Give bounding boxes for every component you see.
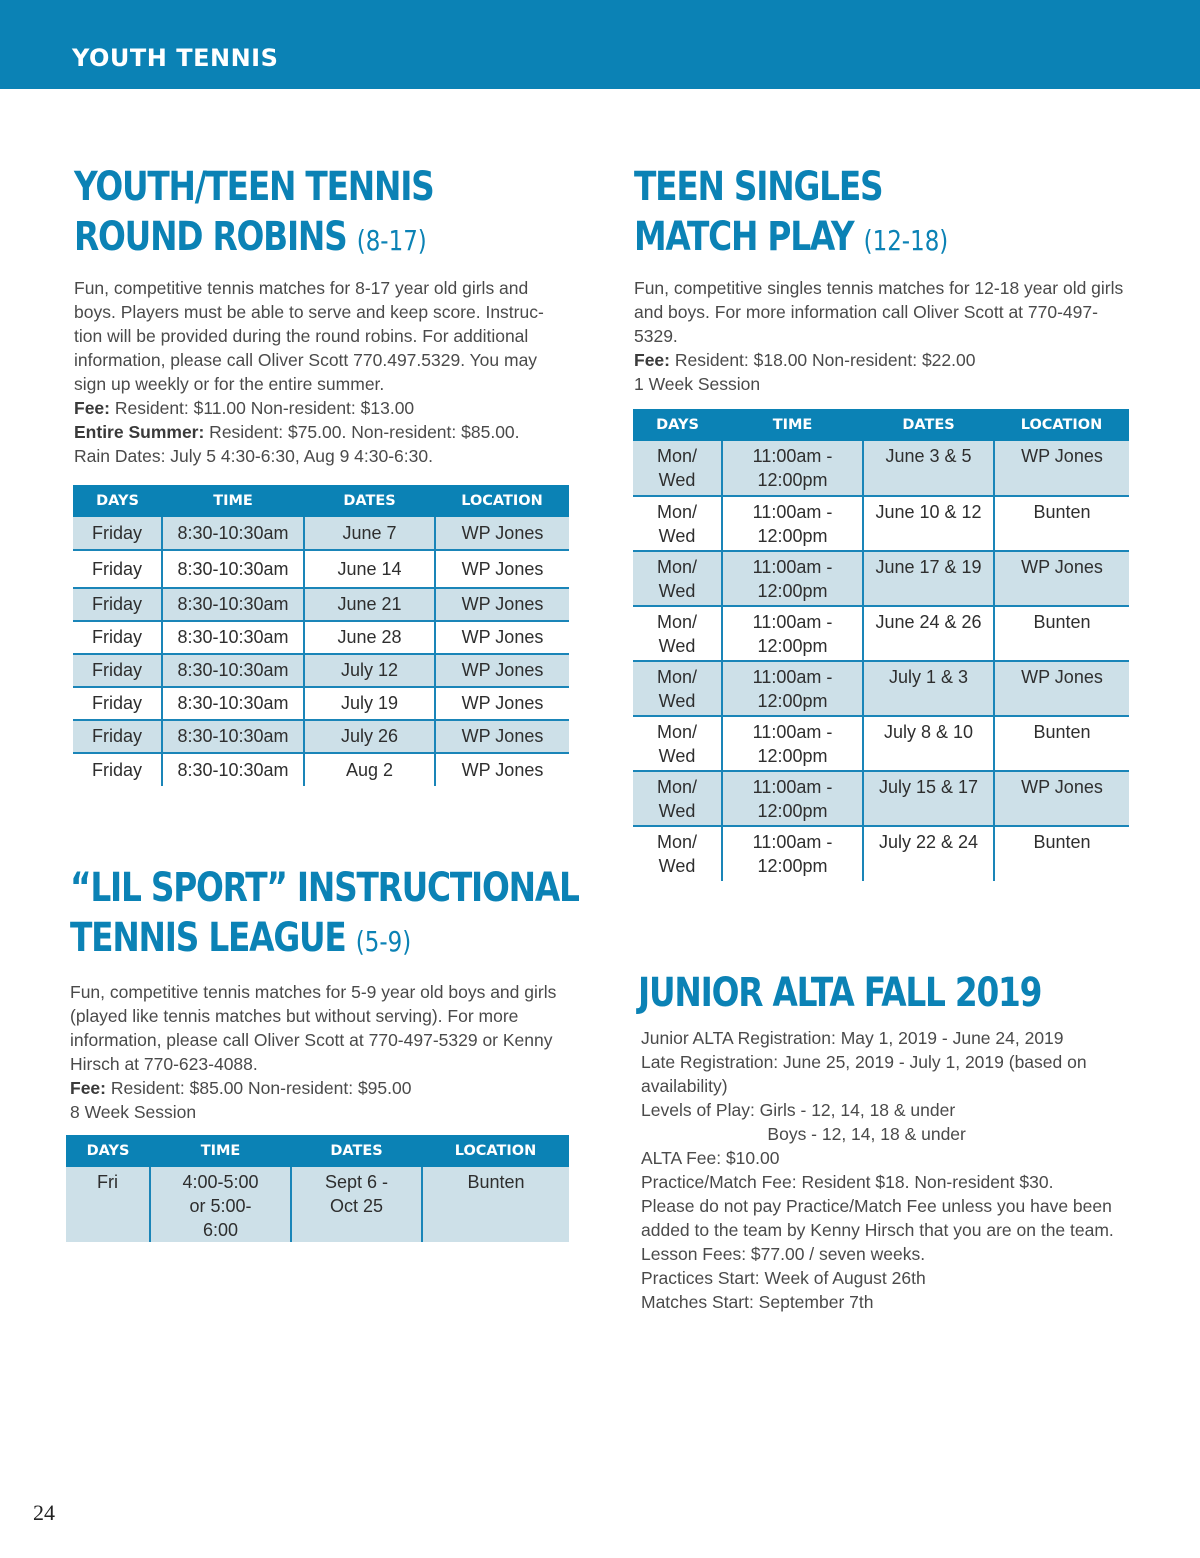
title-line-1: TEEN SINGLES — [634, 164, 883, 210]
cell-date: July 12 — [304, 654, 435, 687]
col-header-time: TIME — [722, 409, 863, 441]
teen-singles-section — [634, 162, 1134, 396]
cell-location: Bunten — [994, 496, 1129, 551]
cell-location: WP Jones — [435, 687, 569, 720]
junior-alta-line: Please do not pay Practice/Match Fee unless you have been — [641, 1196, 1112, 1216]
col-header-location: LOCATION — [994, 409, 1129, 441]
cell-day: Friday — [73, 517, 162, 550]
cell-time: 8:30-10:30am — [162, 687, 304, 720]
cell-time: 8:30-10:30am — [162, 550, 304, 588]
age-range: (8-17) — [356, 224, 427, 257]
cell-day: Mon/ Wed — [633, 606, 722, 661]
table-row — [73, 517, 569, 550]
lil-sport-description: Fun, competitive tennis matches for 5-9 year old boys and girls (played like tennis matches but without serving). For more information, please call Oliver Scott at 770-497-5329 or Kenny Hirsch at 770-623-4088. — [70, 982, 557, 1074]
table-header-row — [66, 1135, 569, 1167]
cell-day: Friday — [73, 720, 162, 753]
junior-alta-line: ALTA Fee: $10.00 — [641, 1148, 780, 1168]
col-header-days: DAYS — [66, 1135, 150, 1167]
round-robins-rain-dates: Rain Dates: July 5 4:30-6:30, Aug 9 4:30-6:30. — [74, 446, 433, 466]
cell-date: June 3 & 5 — [863, 441, 994, 496]
table-row — [633, 441, 1129, 496]
table-row — [73, 588, 569, 621]
cell-day: Mon/ Wed — [633, 551, 722, 606]
junior-alta-line: Matches Start: September 7th — [641, 1292, 874, 1312]
cell-date: June 10 & 12 — [863, 496, 994, 551]
cell-time: 8:30-10:30am — [162, 517, 304, 550]
cell-time: 8:30-10:30am — [162, 753, 304, 786]
cell-location: WP Jones — [435, 753, 569, 786]
junior-alta-line: Junior ALTA Registration: May 1, 2019 - June 24, 2019 — [641, 1028, 1064, 1048]
table-row — [73, 753, 569, 786]
cell-location: Bunten — [994, 716, 1129, 771]
table-row — [633, 771, 1129, 826]
cell-date: June 28 — [304, 621, 435, 654]
teen-singles-fee — [634, 348, 1134, 372]
cell-date: June 7 — [304, 517, 435, 550]
table-row — [73, 654, 569, 687]
teen-singles-title — [634, 162, 1044, 266]
title-line-1: “LIL SPORT” INSTRUCTIONAL — [70, 865, 579, 911]
col-header-days: DAYS — [633, 409, 722, 441]
round-robins-title — [74, 162, 476, 266]
table-row — [66, 1167, 569, 1242]
cell-time: 11:00am - 12:00pm — [722, 661, 863, 716]
cell-day: Friday — [73, 550, 162, 588]
title-line-2: MATCH PLAY — [634, 214, 854, 260]
round-robins-fee — [74, 396, 564, 420]
lil-sport-schedule-table — [66, 1135, 569, 1242]
fee-value: Resident: $85.00 Non-resident: $95.00 — [105, 1078, 412, 1098]
cell-time: 11:00am - 12:00pm — [722, 551, 863, 606]
cell-time: 11:00am - 12:00pm — [722, 771, 863, 826]
cell-day: Fri — [66, 1167, 150, 1242]
cell-time: 8:30-10:30am — [162, 621, 304, 654]
col-header-dates: DATES — [291, 1135, 422, 1167]
cell-location: WP Jones — [435, 550, 569, 588]
fee-label: Fee: — [634, 350, 670, 370]
summer-value: Resident: $75.00. Non-resident: $85.00. — [204, 422, 520, 442]
cell-date: July 26 — [304, 720, 435, 753]
lil-sport-session: 8 Week Session — [70, 1102, 197, 1122]
fee-value: Resident: $18.00 Non-resident: $22.00 — [669, 350, 976, 370]
round-robins-summer-fee — [74, 420, 564, 444]
fee-label: Fee: — [70, 1078, 106, 1098]
cell-date: June 24 & 26 — [863, 606, 994, 661]
cell-location: WP Jones — [435, 720, 569, 753]
col-header-location: LOCATION — [422, 1135, 569, 1167]
cell-day: Friday — [73, 621, 162, 654]
cell-day: Mon/ Wed — [633, 771, 722, 826]
cell-location: WP Jones — [994, 771, 1129, 826]
cell-date: July 8 & 10 — [863, 716, 994, 771]
lil-sport-fee — [70, 1076, 565, 1100]
fee-value: Resident: $11.00 Non-resident: $13.00 — [109, 398, 415, 418]
cell-time: 11:00am - 12:00pm — [722, 496, 863, 551]
cell-date: June 17 & 19 — [863, 551, 994, 606]
cell-day: Mon/ Wed — [633, 441, 722, 496]
cell-time: 8:30-10:30am — [162, 588, 304, 621]
cell-date: June 14 — [304, 550, 435, 588]
col-header-location: LOCATION — [435, 485, 569, 517]
table-row — [73, 720, 569, 753]
junior-alta-section — [638, 968, 1158, 1314]
cell-day: Mon/ Wed — [633, 661, 722, 716]
table-row — [633, 606, 1129, 661]
cell-time: 11:00am - 12:00pm — [722, 826, 863, 881]
cell-location: WP Jones — [435, 621, 569, 654]
header-title: YOUTH TENNIS — [72, 44, 279, 72]
cell-date: July 1 & 3 — [863, 661, 994, 716]
cell-date: Sept 6 - Oct 25 — [291, 1167, 422, 1242]
cell-location: Bunten — [994, 826, 1129, 881]
cell-date: June 21 — [304, 588, 435, 621]
cell-location: Bunten — [422, 1167, 569, 1242]
cell-time: 8:30-10:30am — [162, 720, 304, 753]
cell-time: 4:00-5:00 or 5:00-6:00 — [150, 1167, 291, 1242]
junior-alta-line: availability) — [641, 1076, 728, 1096]
cell-time: 11:00am - 12:00pm — [722, 606, 863, 661]
cell-date: Aug 2 — [304, 753, 435, 786]
cell-time: 11:00am - 12:00pm — [722, 716, 863, 771]
title-line-2: ROUND ROBINS — [74, 214, 347, 260]
junior-alta-line: Lesson Fees: $77.00 / seven weeks. — [641, 1244, 926, 1264]
junior-alta-line: Late Registration: June 25, 2019 - July 1, 2019 (based on — [641, 1052, 1087, 1072]
table-row — [73, 687, 569, 720]
col-header-time: TIME — [162, 485, 304, 517]
cell-location: WP Jones — [994, 441, 1129, 496]
round-robins-description: Fun, competitive tennis matches for 8-17 year old girls and boys. Players must be able to serve and keep score. Instruc-tion will be provided during the round robins. For additional information, please call Oliver Scott 770.497.5329. You may sign up weekly or for the entire summer. — [74, 278, 544, 394]
cell-day: Mon/ Wed — [633, 496, 722, 551]
cell-time: 8:30-10:30am — [162, 654, 304, 687]
junior-alta-line: Levels of Play: Girls - 12, 14, 18 & under — [641, 1100, 956, 1120]
col-header-dates: DATES — [863, 409, 994, 441]
cell-day: Friday — [73, 654, 162, 687]
cell-day: Friday — [73, 687, 162, 720]
page-number: 24 — [33, 1500, 55, 1525]
cell-location: WP Jones — [435, 517, 569, 550]
age-range: (12-18) — [863, 224, 949, 257]
summer-label: Entire Summer: — [74, 422, 205, 442]
table-row — [633, 826, 1129, 881]
cell-location: WP Jones — [994, 661, 1129, 716]
table-row — [633, 496, 1129, 551]
cell-day: Mon/ Wed — [656, 832, 698, 876]
table-row — [633, 716, 1129, 771]
junior-alta-line: added to the team by Kenny Hirsch that you are on the team. — [641, 1220, 1114, 1240]
cell-date: July 22 & 24 — [863, 826, 994, 881]
cell-day: Friday — [91, 759, 142, 780]
cell-time: 11:00am - 12:00pm — [722, 441, 863, 496]
col-header-days: DAYS — [73, 485, 162, 517]
teen-singles-description: Fun, competitive singles tennis matches for 12-18 year old girls and boys. For more information call Oliver Scott at 770-497-5329. — [634, 278, 1124, 346]
cell-day: Friday — [73, 588, 162, 621]
junior-alta-line: Practices Start: Week of August 26th — [641, 1268, 926, 1288]
age-range: (5-9) — [355, 925, 412, 958]
table-row — [73, 550, 569, 588]
junior-alta-details — [638, 1026, 1158, 1314]
cell-date: July 19 — [304, 687, 435, 720]
round-robins-section — [74, 162, 564, 468]
table-row — [633, 661, 1129, 716]
junior-alta-line: Boys - 12, 14, 18 & under — [641, 1124, 966, 1144]
table-row — [633, 551, 1129, 606]
teen-singles-schedule-table — [633, 409, 1129, 881]
cell-day: Mon/ Wed — [633, 716, 722, 771]
col-header-dates: DATES — [304, 485, 435, 517]
lil-sport-title — [70, 863, 579, 967]
lil-sport-section — [70, 863, 579, 1124]
cell-date: July 15 & 17 — [863, 771, 994, 826]
cell-location: WP Jones — [435, 654, 569, 687]
table-row — [73, 621, 569, 654]
title-line-2: TENNIS LEAGUE — [70, 915, 346, 961]
col-header-time: TIME — [150, 1135, 291, 1167]
cell-location: Bunten — [994, 606, 1129, 661]
title-line-1: YOUTH/TEEN TENNIS — [74, 164, 434, 210]
junior-alta-title: JUNIOR ALTA FALL 2019 — [638, 970, 1042, 1016]
table-header-row — [633, 409, 1129, 441]
table-header-row — [73, 485, 569, 517]
cell-location: WP Jones — [435, 588, 569, 621]
cell-location: WP Jones — [994, 551, 1129, 606]
round-robins-schedule-table — [73, 485, 569, 786]
junior-alta-line: Practice/Match Fee: Resident $18. Non-resident $30. — [641, 1172, 1054, 1192]
teen-singles-session: 1 Week Session — [634, 374, 761, 394]
fee-label: Fee: — [74, 398, 110, 418]
